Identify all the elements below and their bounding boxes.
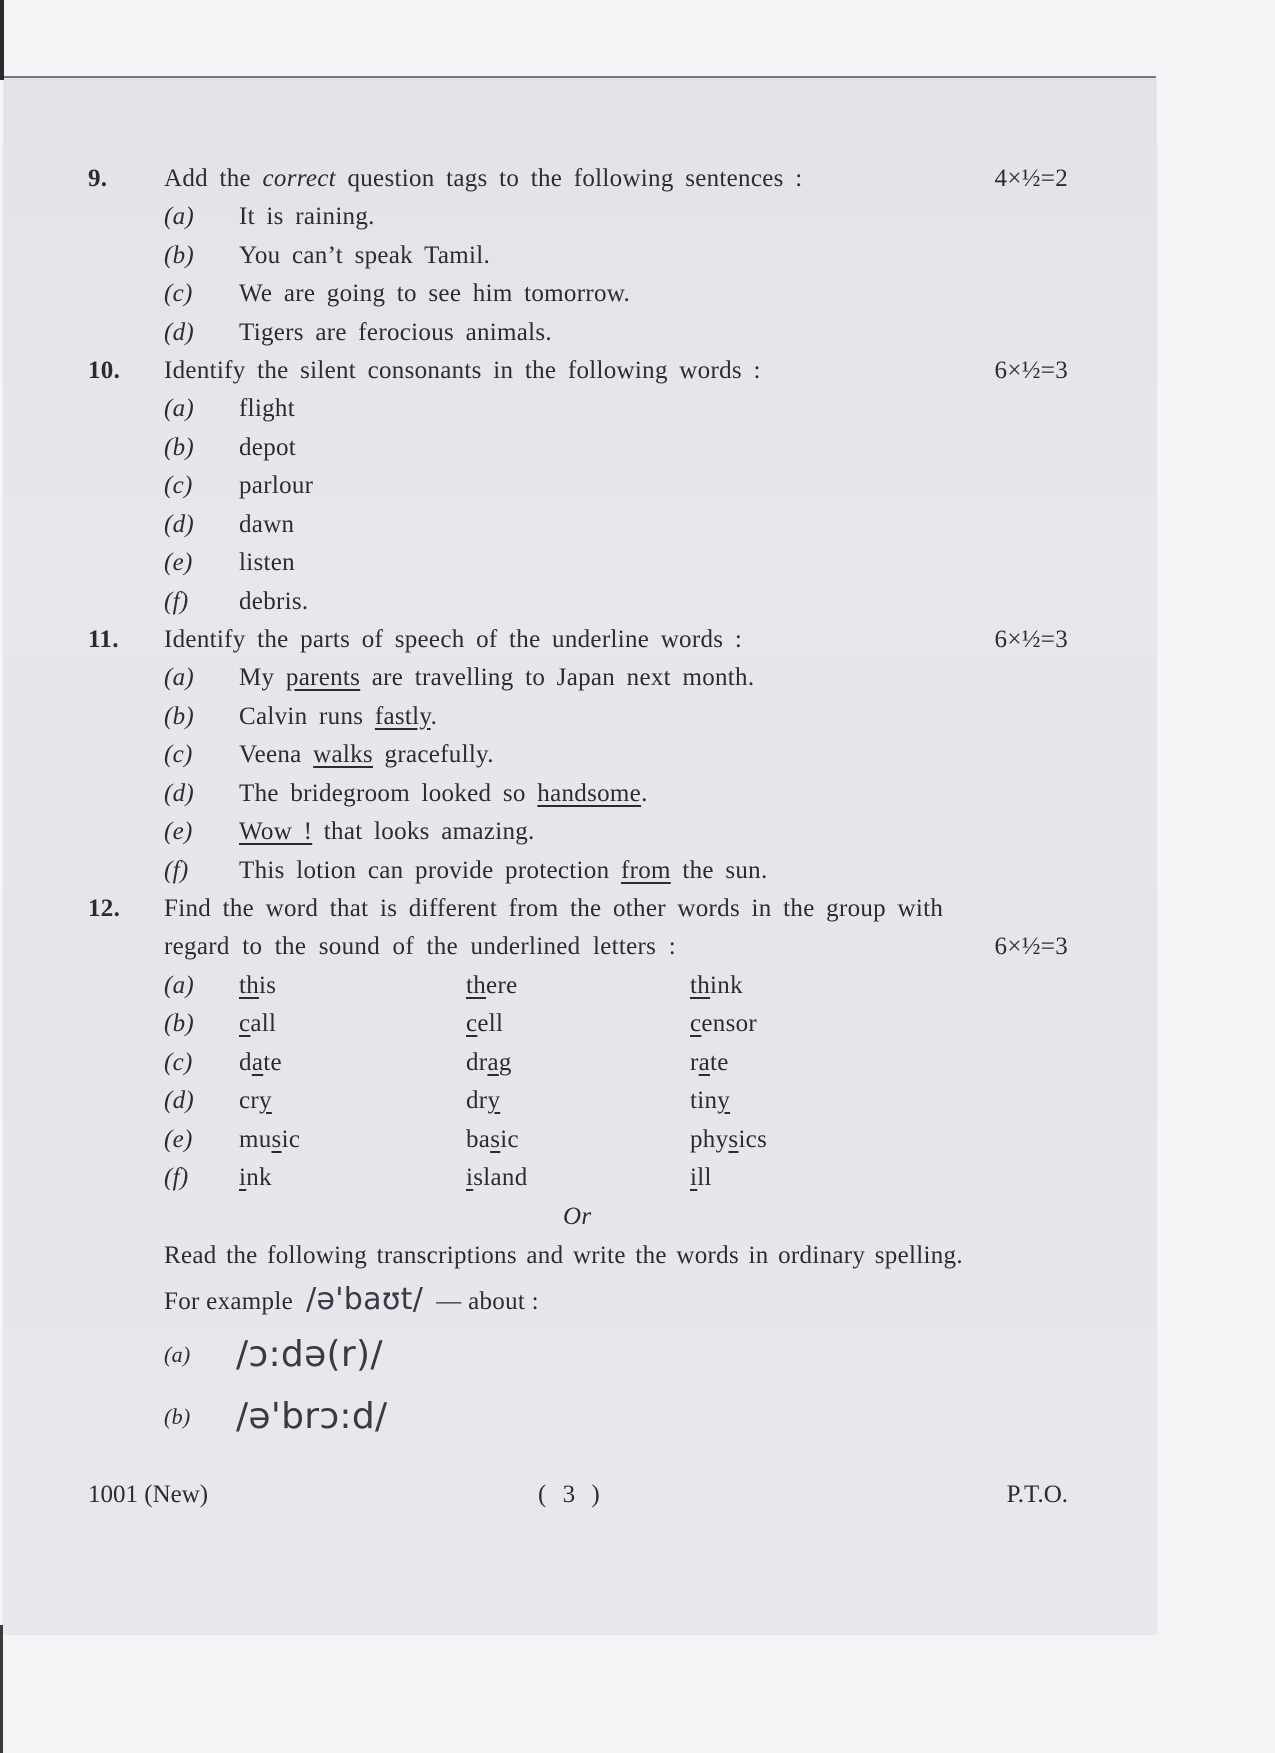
item-label: (c)	[164, 472, 193, 499]
word-option: cry	[239, 1087, 272, 1114]
scan-edge	[0, 0, 4, 80]
item-text: dawn	[239, 510, 295, 538]
word-option: call	[239, 1010, 277, 1037]
word-option: drag	[466, 1048, 512, 1076]
word-group-row	[88, 1121, 1068, 1160]
list-item	[88, 275, 1068, 314]
word-option: cell	[466, 1010, 504, 1037]
item-label: (e)	[164, 818, 193, 845]
underlined-letters: a	[698, 1048, 711, 1076]
underlined-letters: s	[728, 1125, 739, 1153]
word-option: music	[239, 1125, 301, 1153]
list-item	[88, 813, 1068, 852]
list-item	[88, 390, 1068, 429]
list-item	[88, 467, 1068, 506]
item-text: Calvin runs fastly.	[239, 702, 438, 730]
underlined-letters: a	[251, 1048, 264, 1076]
underlined-letters: s	[271, 1125, 282, 1153]
item-label: (d)	[164, 318, 195, 346]
list-item	[88, 429, 1068, 468]
handwritten-transcription: /ə'baʊt/	[306, 1281, 424, 1317]
underlined-letters: a	[487, 1048, 499, 1076]
word-group-row	[88, 1044, 1068, 1083]
list-item	[88, 1324, 1068, 1386]
list-item	[88, 198, 1068, 237]
underlined-letters: c	[690, 1010, 702, 1037]
question-number: 11.	[88, 626, 119, 653]
item-text: We are going to see him tomorrow.	[239, 280, 631, 307]
word-option: tiny	[690, 1087, 731, 1114]
item-label: (b)	[164, 1010, 195, 1037]
word-option: censor	[690, 1010, 758, 1037]
item-text: You can’t speak Tamil.	[239, 241, 491, 269]
item-label: (d)	[164, 510, 195, 538]
underlined-word: parents	[285, 664, 361, 691]
question-9	[88, 160, 1068, 352]
item-label: (e)	[164, 1125, 193, 1153]
item-label: (b)	[164, 702, 195, 730]
underlined-word: from	[620, 856, 671, 884]
question-text: Identify the parts of speech of the underline words :	[164, 626, 743, 653]
word-group-row	[88, 1005, 1068, 1044]
word-option: ink	[239, 1164, 272, 1191]
word-option: island	[466, 1164, 528, 1191]
word-option: think	[690, 971, 743, 999]
underlined-letters: i	[690, 1164, 698, 1191]
pto-label: P.T.O.	[1006, 1481, 1068, 1508]
word-option: physics	[690, 1125, 768, 1153]
underlined-letters: c	[466, 1010, 478, 1037]
word-group-row	[88, 967, 1068, 1006]
scan-edge	[0, 1625, 3, 1753]
underlined-letters: th	[690, 971, 711, 999]
item-label: (a)	[164, 971, 195, 999]
paper-code: 1001 (New)	[88, 1481, 209, 1508]
item-label: (f)	[164, 856, 189, 884]
word-group-row	[88, 1159, 1068, 1198]
handwritten-transcription: /ə'brɔ:d/	[236, 1395, 388, 1437]
list-item	[88, 314, 1068, 353]
list-item	[88, 237, 1068, 276]
item-label: (b)	[164, 1403, 191, 1429]
question-number: 10.	[88, 357, 121, 384]
underlined-letters: i	[466, 1164, 474, 1191]
word-option: basic	[466, 1125, 519, 1153]
question-marks: 4×½=2	[994, 165, 1068, 192]
question-number: 12.	[88, 895, 121, 922]
item-label: (a)	[164, 203, 195, 230]
list-item	[88, 852, 1068, 891]
underlined-letters: s	[490, 1125, 501, 1153]
item-text: listen	[239, 549, 295, 576]
question-marks: 6×½=3	[994, 357, 1068, 384]
question-text: Find the word that is different from the other words in the group with	[164, 895, 944, 922]
word-option: there	[466, 971, 518, 999]
word-option: dry	[466, 1087, 501, 1114]
list-item	[88, 775, 1068, 814]
question-text: Add the correct question tags to the following sentences :	[164, 165, 803, 192]
example-line: For example /ə'baʊt/ — about :	[164, 1281, 539, 1317]
list-item	[88, 698, 1068, 737]
handwritten-transcription: /ɔ:də(r)/	[236, 1333, 383, 1375]
item-label: (b)	[164, 433, 195, 461]
underlined-letters: y	[259, 1087, 272, 1114]
item-label: (d)	[164, 779, 195, 807]
item-label: (c)	[164, 280, 193, 307]
item-label: (a)	[164, 395, 195, 422]
underlined-word: Wow !	[239, 818, 313, 845]
item-label: (a)	[164, 664, 195, 691]
item-label: (a)	[164, 1341, 191, 1367]
underlined-letters: y	[487, 1087, 501, 1114]
underlined-letters: th	[239, 971, 260, 999]
item-label: (c)	[164, 1048, 193, 1076]
item-label: (f)	[164, 587, 189, 615]
question-marks: 6×½=3	[994, 933, 1068, 960]
item-text: flight	[239, 395, 295, 422]
item-label: (d)	[164, 1087, 195, 1114]
item-label: (b)	[164, 241, 195, 269]
item-text: depot	[239, 433, 297, 461]
item-text: My parents are travelling to Japan next month.	[239, 664, 755, 691]
list-item	[88, 544, 1068, 583]
item-text: The bridegroom looked so handsome.	[239, 779, 648, 807]
item-text: debris.	[239, 587, 309, 615]
word-group-row	[88, 1082, 1068, 1121]
page-number: ( 3 )	[538, 1481, 600, 1508]
question-11	[88, 621, 1068, 890]
item-label: (c)	[164, 741, 193, 768]
exam-content	[88, 160, 1068, 1448]
question-text-continued: regard to the sound of the underlined letters :	[164, 933, 676, 960]
list-item	[88, 659, 1068, 698]
underlined-letters: y	[717, 1087, 731, 1114]
list-item	[88, 1386, 1068, 1448]
question-text: Identify the silent consonants in the following words :	[164, 357, 761, 384]
underlined-word: walks	[313, 741, 373, 768]
question-marks: 6×½=3	[994, 626, 1068, 653]
list-item	[88, 583, 1068, 622]
underlined-word: handsome	[537, 779, 642, 807]
question-12	[88, 890, 1068, 1448]
word-option: rate	[690, 1048, 729, 1076]
underlined-word: fastly	[374, 702, 431, 730]
item-text: It is raining.	[239, 203, 375, 230]
underlined-letters: i	[239, 1164, 247, 1191]
item-text: Tigers are ferocious animals.	[239, 318, 552, 346]
question-number: 9.	[88, 165, 108, 192]
item-label: (f)	[164, 1164, 189, 1191]
item-text: parlour	[239, 472, 314, 499]
item-text: Veena walks gracefully.	[239, 741, 494, 768]
word-option: ill	[690, 1164, 712, 1191]
page-footer	[88, 1476, 1068, 1514]
word-option: date	[239, 1048, 282, 1076]
or-separator: Or	[563, 1202, 592, 1230]
underlined-letters: c	[239, 1010, 251, 1037]
question-10	[88, 352, 1068, 621]
underlined-letters: th	[466, 971, 487, 999]
item-text: Wow ! that looks amazing.	[239, 818, 535, 845]
list-item	[88, 506, 1068, 545]
item-text: This lotion can provide protection from the sun.	[239, 856, 768, 884]
word-option: this	[239, 971, 277, 999]
item-label: (e)	[164, 549, 193, 576]
alternative-question-text: Read the following transcriptions and write the words in ordinary spelling.	[164, 1241, 963, 1269]
list-item	[88, 736, 1068, 775]
